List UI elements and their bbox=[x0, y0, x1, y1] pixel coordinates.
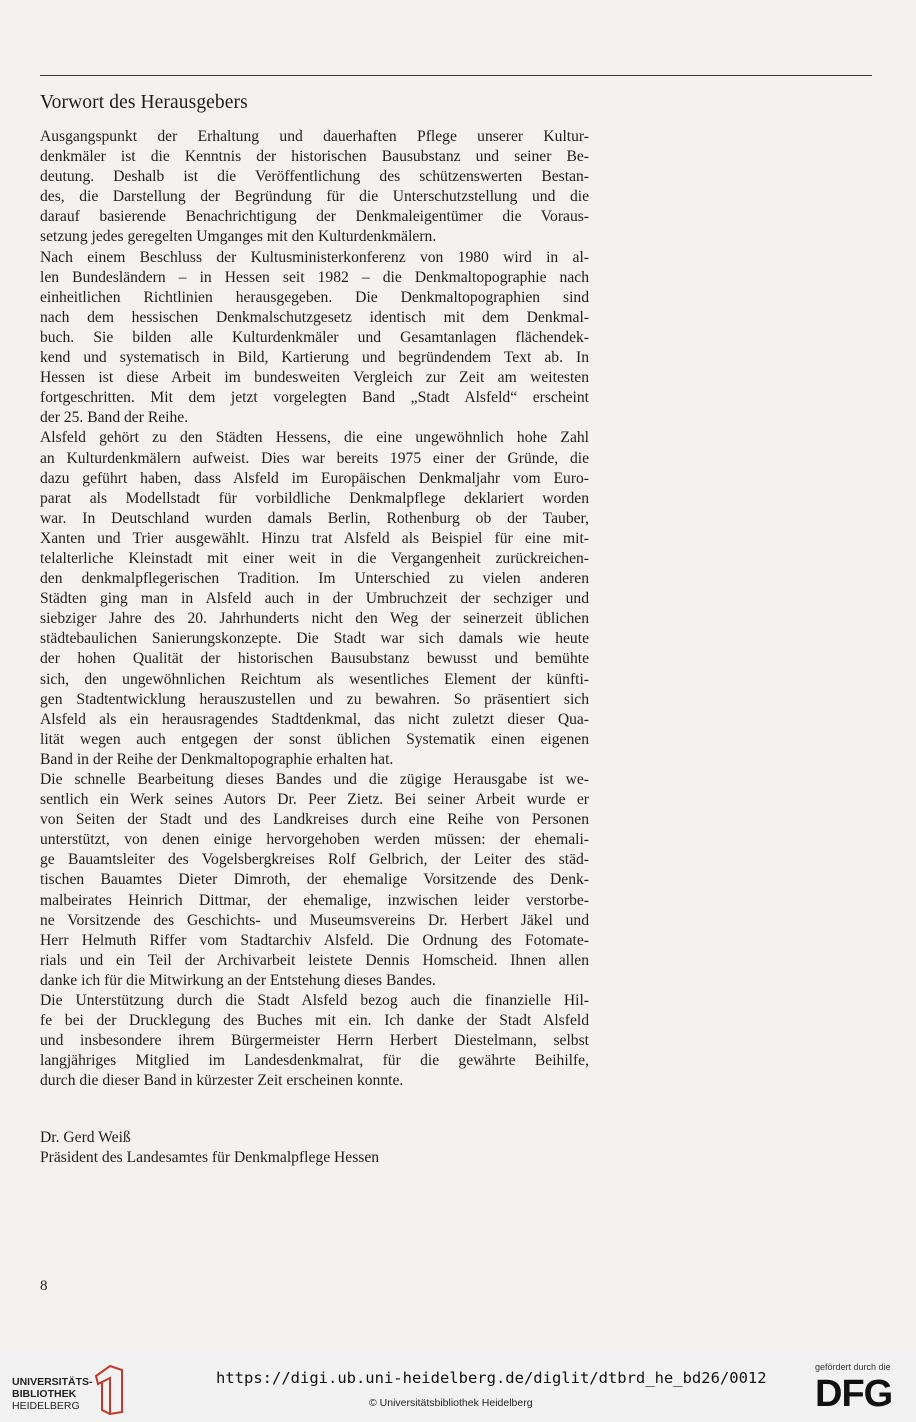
text-line: fe bei der Drucklegung des Buches mit ein. Ich danke der Stadt Alsfeld bbox=[40, 1012, 589, 1030]
text-line: den denkmalpflegerischen Tradition. Im Unterschied zu vielen anderen bbox=[40, 570, 589, 588]
text-line: deutung. Deshalb ist die Veröffentlichung des schützenswerten Bestan- bbox=[40, 168, 589, 186]
text-line: Alsfeld als ein herausragendes Stadtdenkmal, das nicht zuletzt dieser Qua- bbox=[40, 710, 589, 728]
text-line: durch die dieser Band in kürzester Zeit erscheinen konnte. bbox=[40, 1072, 404, 1090]
text-line: dazu geführt haben, dass Alsfeld im Europäischen Denkmaljahr vom Euro- bbox=[40, 469, 589, 487]
copyright-notice: © Universitätsbibliothek Heidelberg bbox=[369, 1397, 533, 1409]
text-line: denkmäler ist die Kenntnis der historischen Bausubstanz und seiner Be- bbox=[40, 148, 589, 166]
text-line: war. In Deutschland wurden damals Berlin, Rothenburg ob der Tauber, bbox=[40, 509, 589, 527]
text-line: tischen Bauamtes Dieter Dimroth, der ehemalige Vorsitzende des Denk- bbox=[40, 871, 589, 889]
library-name-line2: BIBLIOTHEK bbox=[12, 1388, 77, 1400]
text-line: einheitlichen Richtlinien herausgegeben. Die Denkmaltopographien sind bbox=[40, 288, 589, 306]
page-heading: Vorwort des Herausgebers bbox=[40, 92, 248, 113]
text-line: parat als Modellstadt für vorbildliche Denkmalpflege deklariert worden bbox=[40, 489, 589, 507]
text-line: gen Stadtentwicklung herauszustellen und zu bewahren. So präsentiert sich bbox=[40, 690, 589, 708]
text-line: Hessen ist diese Arbeit im bundesweiten Vergleich zur Zeit am weitesten bbox=[40, 369, 589, 387]
library-logo-icon bbox=[92, 1364, 126, 1416]
text-line: kend und systematisch in Bild, Kartierung und begründendem Text ab. In bbox=[40, 349, 589, 367]
top-rule bbox=[40, 75, 872, 76]
text-line: unterstützt, von denen einige hervorgehoben werden müssen: der ehemali- bbox=[40, 831, 589, 849]
funding-note: gefördert durch die bbox=[815, 1362, 891, 1372]
text-line: sentlich ein Werk seines Autors Dr. Peer Zietz. Bei seiner Arbeit wurde er bbox=[40, 791, 589, 809]
dfg-logo: DFG bbox=[815, 1373, 893, 1415]
text-line: malbeirates Heinrich Dittmar, der ehemalige, inzwischen leider verstorbe- bbox=[40, 891, 589, 909]
text-line: Nach einem Beschluss der Kultusministerkonferenz von 1980 wird in al- bbox=[40, 248, 589, 266]
signature-name: Dr. Gerd Weiß bbox=[40, 1129, 131, 1146]
text-line: fortgeschritten. Mit dem jetzt vorgelegten Band „Stadt Alsfeld“ erscheint bbox=[40, 389, 589, 407]
text-line: sich, den ungewöhnlichen Reichtum als wesentliches Element der künfti- bbox=[40, 670, 589, 688]
text-line: Herr Helmuth Riffer vom Stadtarchiv Alsfeld. Die Ordnung des Fotomate- bbox=[40, 931, 589, 949]
text-line: städtebaulichen Sanierungskonzepte. Die Stadt war sich damals wie heute bbox=[40, 630, 589, 648]
text-line: siebziger Jahre des 20. Jahrhunderts nicht den Weg der seinerzeit üblichen bbox=[40, 610, 589, 628]
document-url-link[interactable]: https://digi.ub.uni-heidelberg.de/diglit/dtbrd_he_bd26/0012 bbox=[216, 1369, 767, 1387]
text-line: ne Vorsitzende des Geschichts- und Museumsvereins Dr. Herbert Jäkel und bbox=[40, 911, 589, 929]
text-line: nach dem hessischen Denkmalschutzgesetz identisch mit dem Denkmal- bbox=[40, 308, 589, 326]
text-line: der hohen Qualität der historischen Bausubstanz bewusst und bemühte bbox=[40, 650, 589, 668]
text-line: der 25. Band der Reihe. bbox=[40, 409, 189, 427]
text-line: rials und ein Teil der Archivarbeit leistete Dennis Homscheid. Ihnen allen bbox=[40, 951, 589, 969]
text-line: buch. Sie bilden alle Kulturdenkmäler und Gesamtanlagen flächendek- bbox=[40, 328, 589, 346]
text-line: von Seiten der Stadt und des Landkreises durch eine Reihe von Personen bbox=[40, 811, 589, 829]
text-line: lität wegen auch entgegen der sonst üblichen Systematik einen eigenen bbox=[40, 730, 589, 748]
text-line: Städten ging man in Alsfeld auch in der Umbruchzeit der sechziger und bbox=[40, 590, 589, 608]
text-line: ge Bauamtsleiter des Vogelsbergkreises Rolf Gelbrich, der Leiter des städ- bbox=[40, 851, 589, 869]
text-line: Xanten und Trier ausgewählt. Hinzu trat Alsfeld als Beispiel für eine mit- bbox=[40, 529, 589, 547]
text-line: len Bundesländern – in Hessen seit 1982 – die Denkmaltopographie nach bbox=[40, 268, 589, 286]
library-logo-text bbox=[12, 1376, 93, 1412]
text-line: setzung jedes geregelten Umganges mit den Kulturdenkmälern. bbox=[40, 228, 437, 246]
page-number: 8 bbox=[40, 1278, 48, 1294]
text-line: danke ich für die Mitwirkung an der Entstehung dieses Bandes. bbox=[40, 971, 436, 989]
text-line: des, die Darstellung der Begründung für die Unterschutzstellung und die bbox=[40, 188, 589, 206]
text-line: und insbesondere ihrem Bürgermeister Herrn Herbert Diestelmann, selbst bbox=[40, 1032, 589, 1050]
library-name-line1: UNIVERSITÄTS- bbox=[12, 1376, 93, 1388]
text-line: Band in der Reihe der Denkmaltopographie erhalten hat. bbox=[40, 750, 394, 768]
text-line: Die Unterstützung durch die Stadt Alsfeld bezog auch die finanzielle Hil- bbox=[40, 992, 589, 1010]
signature-block bbox=[40, 1128, 379, 1168]
text-line: Die schnelle Bearbeitung dieses Bandes und die zügige Herausgabe ist we- bbox=[40, 771, 589, 788]
text-line: Ausgangspunkt der Erhaltung und dauerhaften Pflege unserer Kultur- bbox=[40, 128, 589, 145]
text-line: an Kulturdenkmälern aufweist. Dies war bereits 1975 einer der Gründe, die bbox=[40, 449, 589, 467]
signature-title: Präsident des Landesamtes für Denkmalpflege Hessen bbox=[40, 1149, 380, 1166]
text-line: telalterliche Kleinstadt mit einer weit in die Vergangenheit zurückreichen- bbox=[40, 549, 589, 567]
library-name-line3: HEIDELBERG bbox=[12, 1400, 80, 1412]
text-line: langjähriges Mitglied im Landesdenkmalrat, für die gewährte Beihilfe, bbox=[40, 1052, 589, 1070]
foreword-body bbox=[40, 127, 589, 1092]
text-line: Alsfeld gehört zu den Städten Hessens, die eine ungewöhnlich hohe Zahl bbox=[40, 429, 589, 447]
text-line: darauf basierende Benachrichtigung der Denkmaleigentümer die Voraus- bbox=[40, 208, 589, 226]
